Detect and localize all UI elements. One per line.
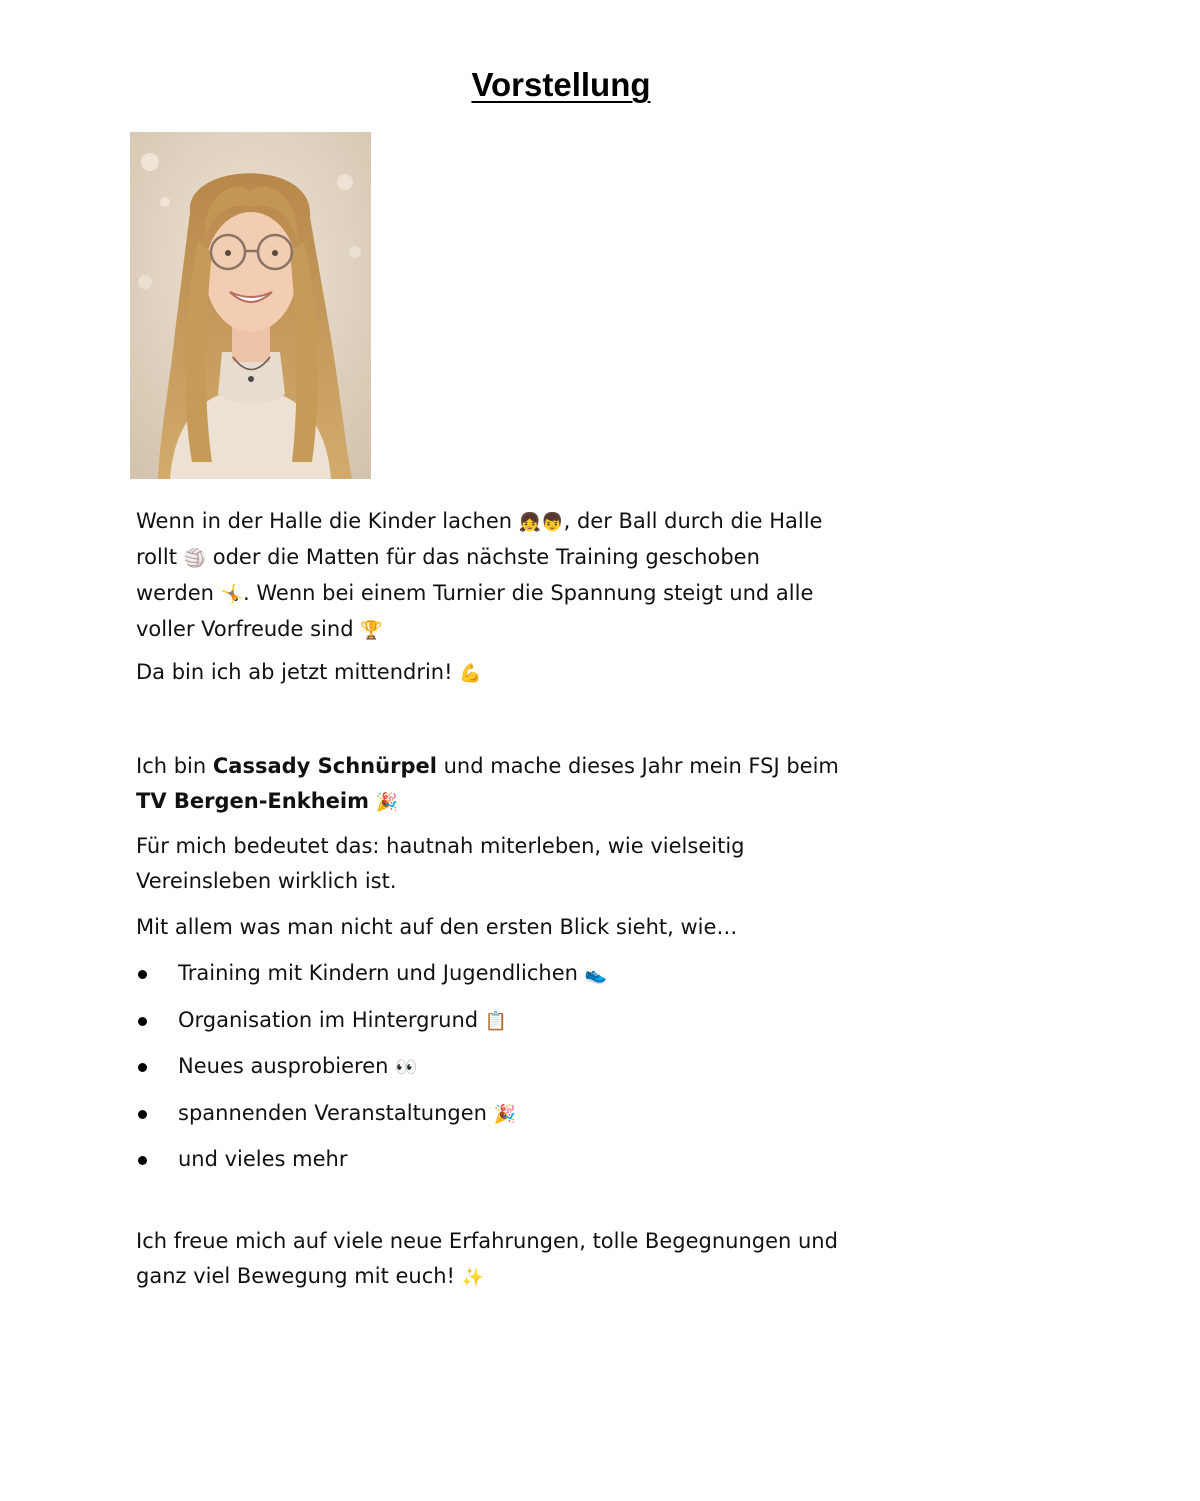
bullet-icon: [138, 1156, 147, 1165]
party-popper-icon: 🎉: [375, 792, 399, 813]
list-item: Neues ausprobieren 👀: [136, 1049, 836, 1096]
list-lead: Mit allem was man nicht auf den ersten Blick sieht, wie…: [136, 915, 738, 939]
bullet-icon: [138, 970, 147, 979]
sparkles-emoji-icon: ✨: [461, 1267, 485, 1288]
sneaker-emoji-icon: 👟: [584, 964, 608, 985]
activity-list: [136, 956, 836, 1189]
gymnast-emoji-icon: 🤸: [220, 584, 244, 605]
page-title: Vorstellung: [471, 66, 651, 103]
mittendrin-line: Da bin ich ab jetzt mittendrin! 💪: [136, 660, 482, 684]
volleyball-emoji-icon: 🏐: [183, 548, 207, 569]
bullet-icon: [138, 1017, 147, 1026]
club-name: TV Bergen-Enkheim: [136, 789, 369, 813]
eyes-emoji-icon: 👀: [395, 1057, 418, 1079]
bio-paragraph: Ich bin Cassady Schnürpel und mache dieses Jahr mein FSJ beim TV Bergen-Enkheim 🎉: [136, 754, 839, 813]
list-item: Organisation im Hintergrund 📋: [136, 1003, 836, 1050]
bullet-icon: [138, 1110, 147, 1119]
list-item: Training mit Kindern und Jugendlichen 👟: [136, 956, 836, 1003]
list-item: spannenden Veranstaltungen 🎉: [136, 1096, 836, 1143]
trophy-emoji-icon: 🏆: [360, 620, 383, 641]
portrait-photo: [130, 132, 371, 479]
intro-paragraph: Wenn in der Halle die Kinder lachen 👧👦, der Ball durch die Halle rollt 🏐 oder die Matten für das nächste Training geschoben werden 🤸. Wenn bei einem Turnier die Spannung steigt und alle voller Vorfreude sind 🏆: [136, 509, 823, 641]
meaning-paragraph: Für mich bedeutet das: hautnah miterleben, wie vielseitig Vereinsleben wirklich ist.: [136, 834, 745, 893]
party-popper-icon: 🎉: [493, 1103, 517, 1125]
children-emoji-icon: 👧👦: [518, 512, 564, 533]
bullet-icon: [138, 1063, 147, 1072]
clipboard-emoji-icon: 📋: [484, 1010, 508, 1032]
list-item: und vieles mehr: [136, 1142, 836, 1189]
closing-paragraph: Ich freue mich auf viele neue Erfahrungen, tolle Begegnungen und ganz viel Bewegung mit euch! ✨: [136, 1229, 838, 1288]
muscle-emoji-icon: 💪: [459, 663, 482, 684]
person-name: Cassady Schnürpel: [212, 754, 437, 778]
